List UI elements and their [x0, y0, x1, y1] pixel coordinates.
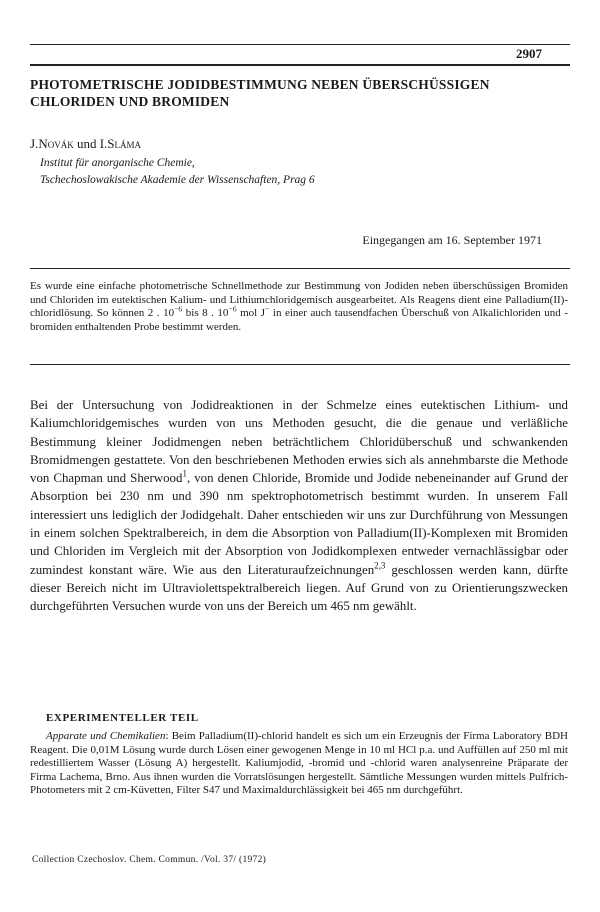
intro-text-3: geschlossen werden kann, dürfte dieser Bereich nicht im Ultraviolettspektralbereich liegen. Auf Grund von zu Orientierungszwecken durchgeführten Versuchen wurde von uns der Bereich um 465 nm gewählt.	[30, 562, 568, 614]
author1-name: Novák	[38, 136, 74, 151]
abstract	[30, 280, 568, 334]
intro-text-2: , von denen Chloride, Bromide und Jodide nebeneinander auf Grund der Absorption bei 230 nm und 390 nm spektrophotometrisch bestimmt wurden. In unserem Fall interessiert uns lediglich der Jodidgehalt. Daher entschieden wir uns zur Durchführung von Messungen in einem solchen Spektralbereich, in dem die Absorption von Palladium(II)-Komplexen mit Bromiden und Chloriden im Vergleich mit der Absorption von Jodidkomplexen entweder vernachlässigbar oder zumindest konstant wäre. Wie aus den Literaturaufzeichnungen	[30, 471, 568, 577]
abstract-exponent-2: −6	[228, 304, 237, 314]
abstract-rule-top	[30, 268, 570, 269]
abstract-exponent-1: −6	[174, 304, 183, 314]
experimental-subheading: Apparate und Chemikalien	[46, 730, 166, 742]
reference-marker-2: 2,3	[374, 560, 386, 571]
experimental-text: : Beim Palladium(II)-chlorid handelt es sich um ein Erzeugnis der Firma Laboratory BDH Reagent. Die 0,01M Lösung wurde durch Lösen einer gewogenen Menge in 10 ml HCl p.a. und Auffüllen auf 250 ml mit redestilliertem Wasser (Lösung A) hergestellt. Kaliumjodid, -bromid und -chlorid waren analysenreine Präparate der Firma Lachema, Brno. Aus ihnen wurden die Vorratslösungen hergestellt. Sämtliche Messungen wurden mittels Pulfrich-Photometers mit 2 cm-Küvetten, Filter S47 und Maximaldurchlässigkeit bei 465 nm durchgeführt.	[30, 730, 568, 797]
intro-text-1: Bei der Untersuchung von Jodidreaktionen in der Schmelze eines eutektischen Lithium- und Kaliumchloridgemisches wurden von uns Methoden gesucht, die die genaue und verläßliche Bestimmung kleiner Jodidmengen neben beträchtlichem Chloridüberschuß und schwankenden Bromidmengen gestattete. Von den beschriebenen Methoden erwies sich als annehmbarste die Methode von Chapman und Sherwood	[30, 398, 568, 486]
article-title	[30, 76, 570, 110]
abstract-text-3: mol J	[236, 307, 266, 320]
affiliation-line-2: Tschechoslowakische Akademie der Wissenschaften, Prag 6	[40, 174, 315, 186]
author2-initial: I.	[99, 136, 108, 151]
abstract-rule-bottom	[30, 364, 570, 365]
abstract-text-4: in einer auch tausendfachen Überschuß von Alkalichloriden und -bromiden enthaltenden Probe bestimmt werden.	[30, 307, 568, 333]
affiliation	[40, 155, 315, 189]
abstract-text-1: Es wurde eine einfache photometrische Schnellmethode zur Bestimmung von Jodiden neben überschüssigen Bromiden und Chloriden im eutektischen Kalium- und Lithiumchloridgemisch ausgearbeitet. Als Reagens dient eine Palladium(II)-chloridlösung. So können 2 . 10	[30, 280, 568, 320]
author2-name: Sláma	[107, 136, 142, 151]
header-rule-top	[30, 44, 570, 45]
title-line-2: CHLORIDEN UND BROMIDEN	[30, 94, 230, 109]
author-conjunction: und	[73, 136, 100, 151]
title-line-1: PHOTOMETRISCHE JODIDBESTIMMUNG NEBEN ÜBERSCHÜSSIGEN	[30, 77, 490, 92]
abstract-exponent-3: −	[265, 304, 270, 314]
received-date: Eingegangen am 16. September 1971	[362, 233, 542, 247]
affiliation-line-1: Institut für anorganische Chemie,	[40, 157, 195, 169]
reference-marker-1: 1	[182, 468, 187, 479]
page-number: 2907	[516, 46, 542, 61]
introduction-paragraph	[30, 396, 568, 616]
author1-initial: J.	[30, 136, 39, 151]
journal-citation: Collection Czechoslov. Chem. Commun. /Vol. 37/ (1972)	[32, 855, 267, 865]
experimental-paragraph	[30, 730, 568, 798]
authors	[30, 136, 141, 152]
header-rule-bottom	[30, 64, 570, 66]
section-heading: EXPERIMENTELLER TEIL	[46, 712, 199, 724]
abstract-text-2: bis 8 . 10	[182, 307, 229, 320]
